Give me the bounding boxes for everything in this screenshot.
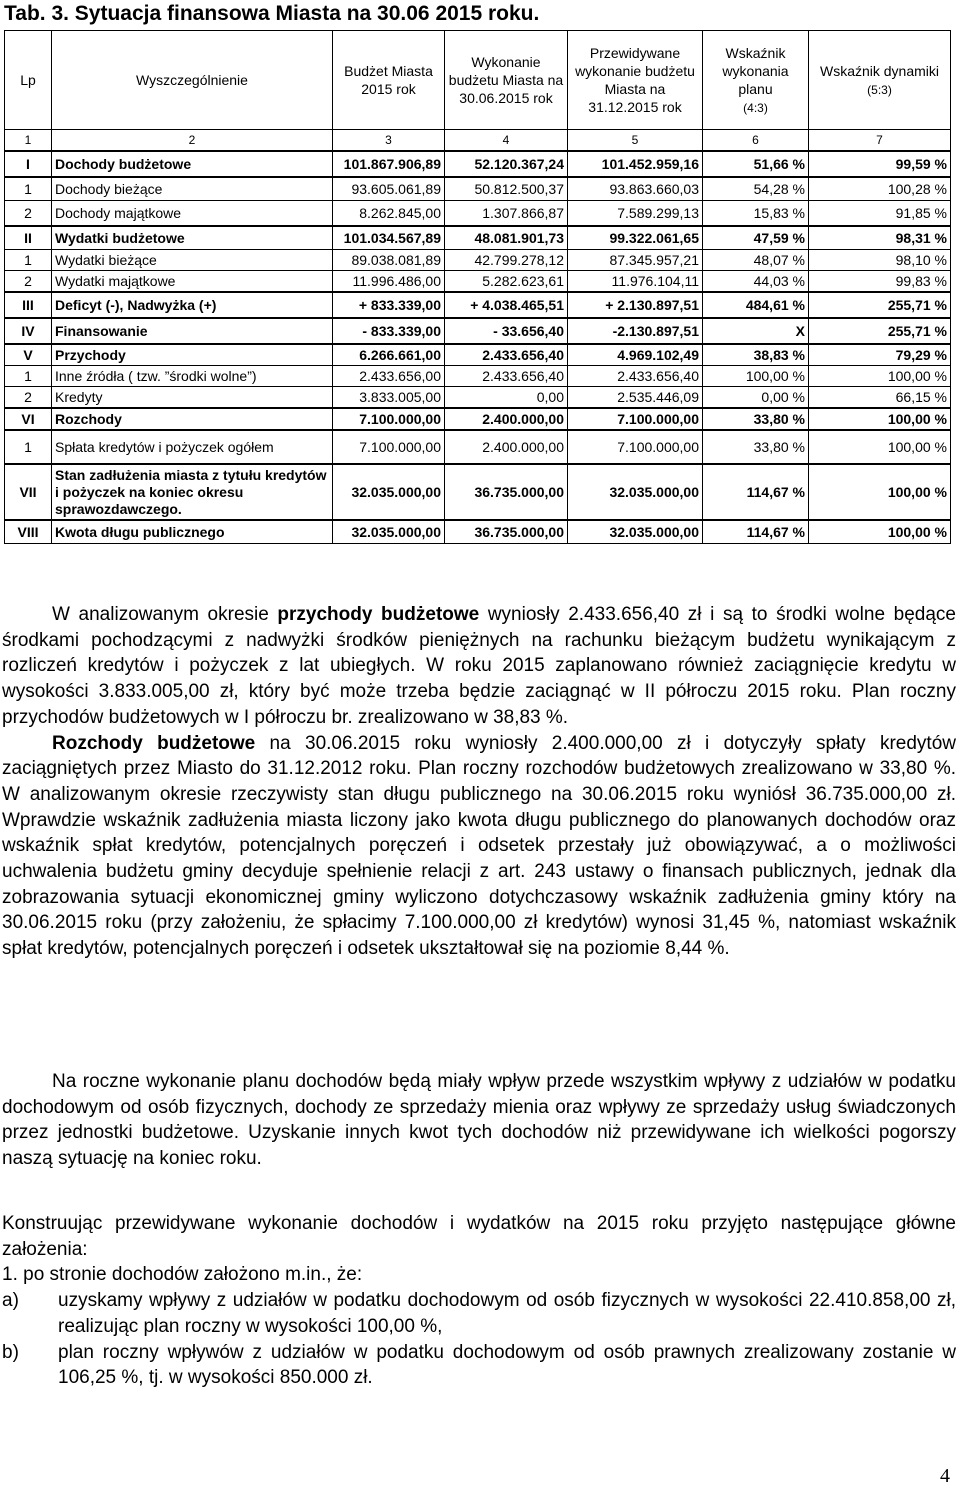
table-header-row	[5, 31, 951, 130]
cell-lp: 1	[5, 250, 52, 271]
cell-budget: 101.034.567,89	[333, 226, 445, 250]
col-number: 1	[5, 130, 52, 152]
cell-ind-dyn: 100,00 %	[809, 408, 951, 430]
table-row	[5, 318, 951, 344]
body-text	[2, 602, 956, 962]
cell-execution: 36.735.000,00	[445, 520, 568, 544]
header-execution: Wykonanie budżetu Miasta na 30.06.2015 rok	[445, 31, 568, 130]
cell-ind-dyn: 99,83 %	[809, 271, 951, 293]
cell-forecast: 7.589.299,13	[568, 201, 703, 227]
cell-lp: 2	[5, 201, 52, 227]
cell-budget: 93.605.061,89	[333, 177, 445, 201]
cell-ind-dyn: 98,31 %	[809, 226, 951, 250]
cell-execution: 0,00	[445, 387, 568, 409]
cell-budget: 7.100.000,00	[333, 408, 445, 430]
cell-lp: 2	[5, 271, 52, 293]
cell-ind-plan: 100,00 %	[703, 366, 809, 387]
cell-ind-dyn: 255,71 %	[809, 292, 951, 318]
list-item: a) uzyskamy wpływy z udziałów w podatku dochodowym od osób fizycznych w wysokości 22.410.858,00 zł, realizując plan roczny w wysokości 100,00 %,	[2, 1290, 956, 1337]
cell-budget: 3.833.005,00	[333, 387, 445, 409]
cell-name: Wydatki budżetowe	[52, 226, 333, 250]
header-indicator-dynamics: Wskaźnik dynamiki (5:3)	[809, 31, 951, 130]
table-row	[5, 387, 951, 409]
cell-execution: 36.735.000,00	[445, 464, 568, 520]
cell-execution: 48.081.901,73	[445, 226, 568, 250]
cell-name: Stan zadłużenia miasta z tytułu kredytów i pożyczek na koniec okresu sprawozdawczego.	[52, 464, 333, 520]
cell-name: Dochody majątkowe	[52, 201, 333, 227]
cell-ind-plan: 48,07 %	[703, 250, 809, 271]
cell-ind-plan: 484,61 %	[703, 292, 809, 318]
cell-budget: - 833.339,00	[333, 318, 445, 344]
list-heading: 1. po stronie dochodów założono m.in., że:	[2, 1264, 363, 1286]
cell-ind-dyn: 66,15 %	[809, 387, 951, 409]
cell-ind-plan: 47,59 %	[703, 226, 809, 250]
cell-execution: 2.433.656,40	[445, 366, 568, 387]
cell-forecast: 7.100.000,00	[568, 408, 703, 430]
cell-name: Dochody bieżące	[52, 177, 333, 201]
list-item: b) plan roczny wpływów z udziałów w podatku dochodowym od osób prawnych zrealizowany zostanie w 106,25 %, tj. w wysokości 850.000 zł.	[2, 1341, 956, 1389]
paragraph-revenues: W analizowanym okresie przychody budżetowe wyniosły 2.433.656,40 zł i są to środki wolne będące środkami pochodzącymi z nadwyżki środków pieniężnych na rachunku bieżącym budżetu wynikającym z rozliczeń kredytów i pożyczek z lat ubiegłych. W roku 2015 zaplanowano również zaciągnięcie kredytu w wysokości 3.833.005,00 zł, który być może trzeba będzie zaciągnąć w II półroczu 2015 roku. Plan roczny przychodów budżetowych w I półroczu br. zrealizowano w 38,83 %.	[2, 604, 956, 728]
table-row	[5, 408, 951, 430]
cell-ind-plan: 33,80 %	[703, 430, 809, 464]
table-row	[5, 366, 951, 387]
cell-execution: - 33.656,40	[445, 318, 568, 344]
cell-lp: 2	[5, 387, 52, 409]
cell-name: Spłata kredytów i pożyczek ogółem	[52, 430, 333, 464]
table-row	[5, 430, 951, 464]
body-text-3	[2, 1211, 956, 1391]
table-row	[5, 344, 951, 366]
cell-budget: + 833.339,00	[333, 292, 445, 318]
cell-ind-plan: 51,66 %	[703, 151, 809, 177]
cell-name: Dochody budżetowe	[52, 151, 333, 177]
cell-forecast: 2.535.446,09	[568, 387, 703, 409]
cell-name: Rozchody	[52, 408, 333, 430]
cell-forecast: 4.969.102,49	[568, 344, 703, 366]
cell-ind-dyn: 100,00 %	[809, 520, 951, 544]
cell-forecast: 2.433.656,40	[568, 366, 703, 387]
cell-ind-dyn: 100,00 %	[809, 366, 951, 387]
page-number: 4	[940, 1465, 950, 1487]
cell-lp: IV	[5, 318, 52, 344]
cell-ind-plan: 15,83 %	[703, 201, 809, 227]
cell-budget: 89.038.081,89	[333, 250, 445, 271]
cell-execution: 2.400.000,00	[445, 430, 568, 464]
cell-execution: 52.120.367,24	[445, 151, 568, 177]
cell-lp: V	[5, 344, 52, 366]
cell-execution: 1.307.866,87	[445, 201, 568, 227]
financial-table	[4, 30, 951, 544]
column-number-row	[5, 130, 951, 152]
cell-ind-dyn: 100,00 %	[809, 464, 951, 520]
table-row	[5, 151, 951, 177]
cell-ind-dyn: 100,28 %	[809, 177, 951, 201]
cell-lp: VIII	[5, 520, 52, 544]
cell-lp: 1	[5, 366, 52, 387]
col-number: 4	[445, 130, 568, 152]
cell-budget: 7.100.000,00	[333, 430, 445, 464]
cell-execution: 2.433.656,40	[445, 344, 568, 366]
header-forecast: Przewidywane wykonanie budżetu Miasta na 31.12.2015 rok	[568, 31, 703, 130]
cell-forecast: 32.035.000,00	[568, 520, 703, 544]
cell-budget: 32.035.000,00	[333, 520, 445, 544]
cell-lp: VI	[5, 408, 52, 430]
paragraph-forecast: Na roczne wykonanie planu dochodów będą miały wpływ przede wszystkim wpływy z udziałów w podatku dochodowym od osób fizycznych, dochody ze sprzedaży mienia oraz wpływy ze sprzedaży usług świadczonych przez jednostki budżetowe. Uzyskanie innych kwot tych dochodów niż przewidywane ich wielkości pogorszy naszą sytuację na koniec roku.	[2, 1071, 956, 1170]
cell-forecast: 7.100.000,00	[568, 430, 703, 464]
cell-forecast: 101.452.959,16	[568, 151, 703, 177]
table-title: Tab. 3. Sytuacja finansowa Miasta na 30.06 2015 roku.	[4, 2, 540, 25]
cell-forecast: 99.322.061,65	[568, 226, 703, 250]
cell-name: Finansowanie	[52, 318, 333, 344]
cell-execution: 42.799.278,12	[445, 250, 568, 271]
cell-forecast: 87.345.957,21	[568, 250, 703, 271]
cell-execution: 2.400.000,00	[445, 408, 568, 430]
cell-name: Deficyt (-), Nadwyżka (+)	[52, 292, 333, 318]
table-row	[5, 201, 951, 227]
header-indicator-plan: Wskaźnik wykonania planu (4:3)	[703, 31, 809, 130]
cell-ind-dyn: 79,29 %	[809, 344, 951, 366]
cell-name: Kwota długu publicznego	[52, 520, 333, 544]
cell-ind-plan: 38,83 %	[703, 344, 809, 366]
cell-ind-plan: X	[703, 318, 809, 344]
cell-ind-dyn: 91,85 %	[809, 201, 951, 227]
cell-budget: 2.433.656,00	[333, 366, 445, 387]
cell-execution: 50.812.500,37	[445, 177, 568, 201]
cell-budget: 101.867.906,89	[333, 151, 445, 177]
cell-budget: 8.262.845,00	[333, 201, 445, 227]
cell-name: Kredyty	[52, 387, 333, 409]
cell-forecast: 11.976.104,11	[568, 271, 703, 293]
cell-forecast: + 2.130.897,51	[568, 292, 703, 318]
cell-name: Wydatki majątkowe	[52, 271, 333, 293]
table-row	[5, 250, 951, 271]
cell-forecast: 93.863.660,03	[568, 177, 703, 201]
cell-ind-dyn: 98,10 %	[809, 250, 951, 271]
header-name: Wyszczególnienie	[52, 31, 333, 130]
cell-ind-plan: 114,67 %	[703, 520, 809, 544]
cell-forecast: 32.035.000,00	[568, 464, 703, 520]
cell-budget: 11.996.486,00	[333, 271, 445, 293]
header-lp: Lp	[5, 31, 52, 130]
cell-ind-plan: 54,28 %	[703, 177, 809, 201]
col-number: 3	[333, 130, 445, 152]
cell-budget: 6.266.661,00	[333, 344, 445, 366]
table-row	[5, 292, 951, 318]
cell-lp: III	[5, 292, 52, 318]
cell-lp: 1	[5, 430, 52, 464]
cell-lp: I	[5, 151, 52, 177]
table-row	[5, 464, 951, 520]
cell-name: Inne źródła ( tzw. ”środki wolne”)	[52, 366, 333, 387]
cell-budget: 32.035.000,00	[333, 464, 445, 520]
table-row	[5, 177, 951, 201]
col-number: 2	[52, 130, 333, 152]
header-budget: Budżet Miasta 2015 rok	[333, 31, 445, 130]
cell-ind-plan: 44,03 %	[703, 271, 809, 293]
col-number: 6	[703, 130, 809, 152]
cell-ind-plan: 33,80 %	[703, 408, 809, 430]
cell-ind-plan: 0,00 %	[703, 387, 809, 409]
cell-name: Wydatki bieżące	[52, 250, 333, 271]
cell-execution: 5.282.623,61	[445, 271, 568, 293]
cell-lp: 1	[5, 177, 52, 201]
cell-ind-plan: 114,67 %	[703, 464, 809, 520]
cell-lp: II	[5, 226, 52, 250]
paragraph-assumptions: Konstruując przewidywane wykonanie dochodów i wydatków na 2015 roku przyjęto następujące główne założenia:	[2, 1213, 956, 1260]
table-row	[5, 226, 951, 250]
body-text-2	[2, 1069, 956, 1172]
cell-name: Przychody	[52, 344, 333, 366]
paragraph-expenditures: Rozchody budżetowe na 30.06.2015 roku wyniosły 2.400.000,00 zł i dotyczyły spłaty kredytów zaciągniętych przez Miasto do 31.12.2012 roku. Plan roczny rozchodów budżetowych zrealizowano w 33,80 %. W analizowanym okresie rzeczywisty stan długu publicznego na 30.06.2015 roku wyniósł 36.735.000,00 zł. Wprawdzie wskaźnik zadłużenia miasta liczony jako kwota długu publicznego do planowanych dochodów oraz wskaźnik spłat kredytów, potencjalnych poręczeń i odsetek przestały już obowiązywać, a o możliwości uchwalenia budżetu gminy decyduje spełnienie relacji z art. 243 ustawy o finansach publicznych, jednak dla zobrazowania sytuacji ekonomicznej gminy wyliczono dotychczasowy wskaźnik zadłużenia gminy który na 30.06.2015 roku (przy założeniu, że spłacimy 7.100.000,00 zł kredytów) wynosi 31,45 %, natomiast wskaźnik spłat kredytów, potencjalnych poręczeń i odsetek ukształtował się na poziomie 8,44 %.	[2, 732, 956, 960]
col-number: 7	[809, 130, 951, 152]
cell-forecast: -2.130.897,51	[568, 318, 703, 344]
table-row	[5, 520, 951, 544]
cell-execution: + 4.038.465,51	[445, 292, 568, 318]
cell-ind-dyn: 255,71 %	[809, 318, 951, 344]
cell-lp: VII	[5, 464, 52, 520]
table-row	[5, 271, 951, 293]
cell-ind-dyn: 99,59 %	[809, 151, 951, 177]
cell-ind-dyn: 100,00 %	[809, 430, 951, 464]
col-number: 5	[568, 130, 703, 152]
